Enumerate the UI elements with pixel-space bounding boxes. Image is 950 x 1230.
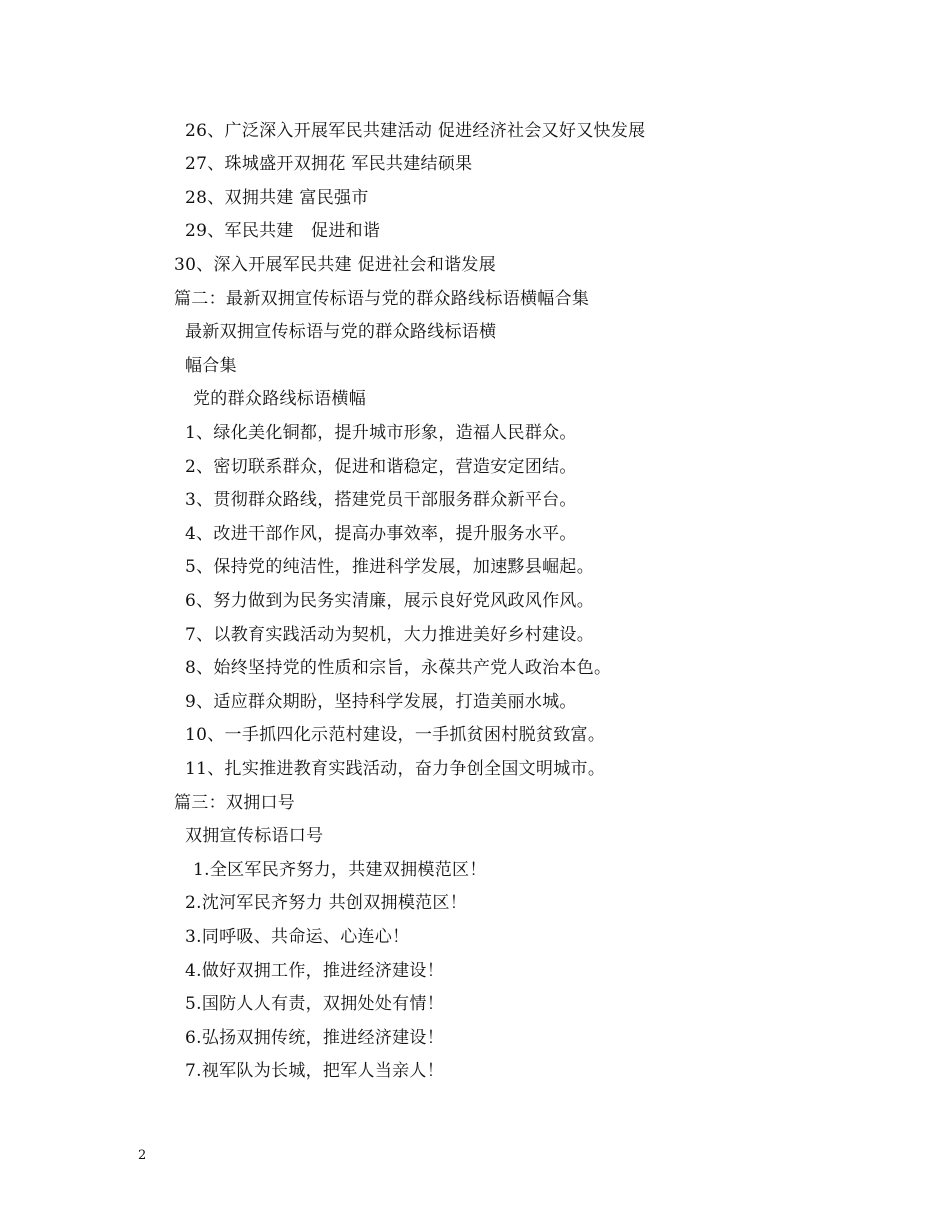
text-line: 7.视军队为长城，把军人当亲人！ [185, 1061, 445, 1081]
subsection-heading: 双拥宣传标语口号 [185, 826, 324, 846]
text-line: 2、密切联系群众，促进和谐稳定，营造安定团结。 [185, 457, 577, 477]
text-line: 4、改进干部作风，提高办事效率，提升服务水平。 [185, 524, 577, 544]
section-heading: 篇二：最新双拥宣传标语与党的群众路线标语横幅合集 [174, 289, 590, 309]
text-line: 7、以教育实践活动为契机，大力推进美好乡村建设。 [185, 625, 595, 645]
text-line: 5、保持党的纯洁性，推进科学发展，加速黟县崛起。 [185, 557, 595, 577]
text-line: 2.沈河军民齐努力 共创双拥模范区！ [185, 893, 468, 913]
document-title: 最新双拥宣传标语与党的群众路线标语横 [185, 322, 497, 342]
text-line: 3.同呼吸、共命运、心连心！ [185, 927, 410, 947]
text-line: 29、军民共建 促进和谐 [185, 221, 381, 241]
text-line: 30、深入开展军民共建 促进社会和谐发展 [174, 255, 497, 275]
text-line: 5.国防人人有责，双拥处处有情！ [185, 994, 445, 1014]
text-line: 6、努力做到为民务实清廉，展示良好党风政风作风。 [185, 591, 595, 611]
text-line: 27、珠城盛开双拥花 军民共建结硕果 [185, 154, 473, 174]
text-line: 6.弘扬双拥传统，推进经济建设！ [185, 1028, 445, 1048]
text-line: 11、扎实推进教育实践活动，奋力争创全国文明城市。 [185, 759, 606, 779]
text-line: 1、绿化美化铜都，提升城市形象，造福人民群众。 [185, 423, 577, 443]
text-line: 10、一手抓四化示范村建设，一手抓贫困村脱贫致富。 [185, 725, 606, 745]
text-line: 1.全区军民齐努力，共建双拥模范区！ [193, 860, 487, 880]
text-line: 9、适应群众期盼，坚持科学发展，打造美丽水城。 [185, 692, 577, 712]
page-number: 2 [138, 1148, 147, 1163]
text-line: 3、贯彻群众路线，搭建党员干部服务群众新平台。 [185, 490, 577, 510]
text-line: 26、广泛深入开展军民共建活动 促进经济社会又好又快发展 [185, 121, 646, 141]
text-line: 4.做好双拥工作，推进经济建设！ [185, 961, 445, 981]
text-line: 28、双拥共建 富民强市 [185, 188, 369, 208]
subsection-heading: 党的群众路线标语横幅 [193, 389, 366, 409]
section-heading: 篇三：双拥口号 [174, 793, 296, 813]
text-line: 8、始终坚持党的性质和宗旨，永葆共产党人政治本色。 [185, 658, 612, 678]
document-title: 幅合集 [185, 356, 237, 376]
